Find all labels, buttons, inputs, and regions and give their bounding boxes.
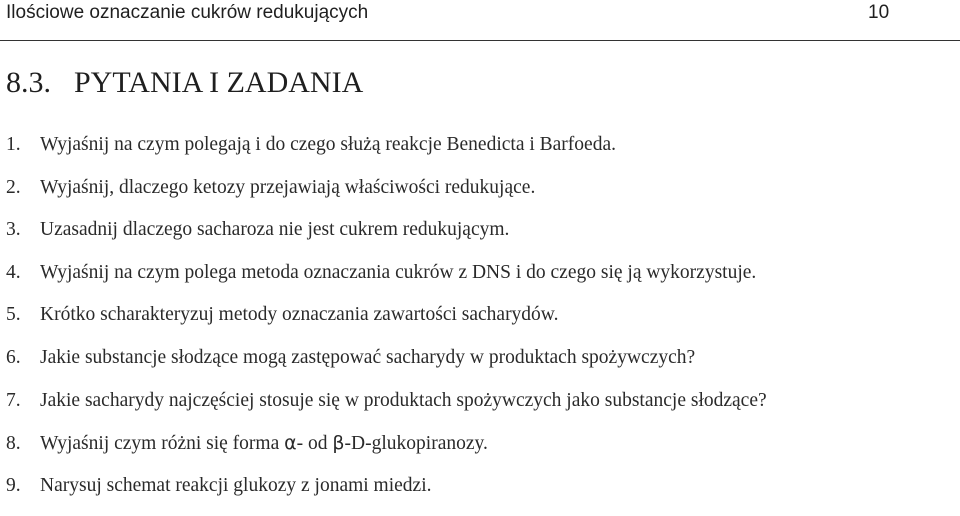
question-number: 7.	[6, 389, 21, 411]
question-text: Jakie sacharydy najczęściej stosuje się w produktach spożywczych jako substancje słodzące?	[40, 389, 767, 411]
question-text: Wyjaśnij na czym polegają i do czego służą reakcje Benedicta i Barfoeda.	[40, 134, 616, 155]
question-text-part: -D-glukopiranozy.	[344, 433, 488, 455]
question-item	[6, 261, 767, 304]
question-number: 4.	[6, 261, 21, 283]
question-text-part: Wyjaśnij czym różni się forma	[40, 433, 285, 455]
beta-symbol: β	[332, 432, 345, 455]
question-text: Jakie substancje słodzące mogą zastępować sacharydy w produktach spożywczych?	[40, 346, 696, 368]
question-text: Wyjaśnij, dlaczego ketozy przejawiają właściwości redukujące.	[40, 176, 536, 198]
section-title: PYTANIA I ZADANIA	[74, 66, 364, 99]
question-number: 8.	[6, 433, 21, 455]
question-number: 3.	[6, 219, 21, 241]
question-item	[6, 176, 767, 219]
question-number: 2.	[6, 176, 21, 198]
section-number: 8.3.	[6, 66, 51, 99]
question-item	[6, 303, 767, 346]
question-item	[6, 218, 767, 261]
question-number: 9.	[6, 474, 21, 496]
page-header	[0, 0, 960, 41]
question-item	[6, 346, 767, 389]
question-number: 6.	[6, 346, 21, 368]
question-number: 5.	[6, 304, 21, 326]
question-item	[6, 431, 767, 474]
alpha-symbol: α	[284, 432, 297, 455]
question-text: Wyjaśnij na czym polega metoda oznaczania cukrów z DNS i do czego się ją wykorzystuje.	[40, 261, 757, 283]
header-title: Ilościowe oznaczanie cukrów redukujących	[6, 2, 369, 23]
question-text: Krótko scharakteryzuj metody oznaczania zawartości sacharydów.	[40, 304, 559, 326]
question-item	[6, 133, 767, 176]
question-text: Narysuj schemat reakcji glukozy z jonami miedzi.	[40, 474, 432, 496]
question-text: Uzasadnij dlaczego sacharoza nie jest cukrem redukującym.	[40, 219, 510, 241]
section-heading	[6, 66, 363, 100]
question-text-part: - od	[296, 433, 333, 455]
question-list	[6, 133, 767, 516]
question-number: 1.	[6, 134, 21, 155]
question-item	[6, 474, 767, 516]
question-item	[6, 389, 767, 432]
page-number: 10	[868, 2, 890, 23]
